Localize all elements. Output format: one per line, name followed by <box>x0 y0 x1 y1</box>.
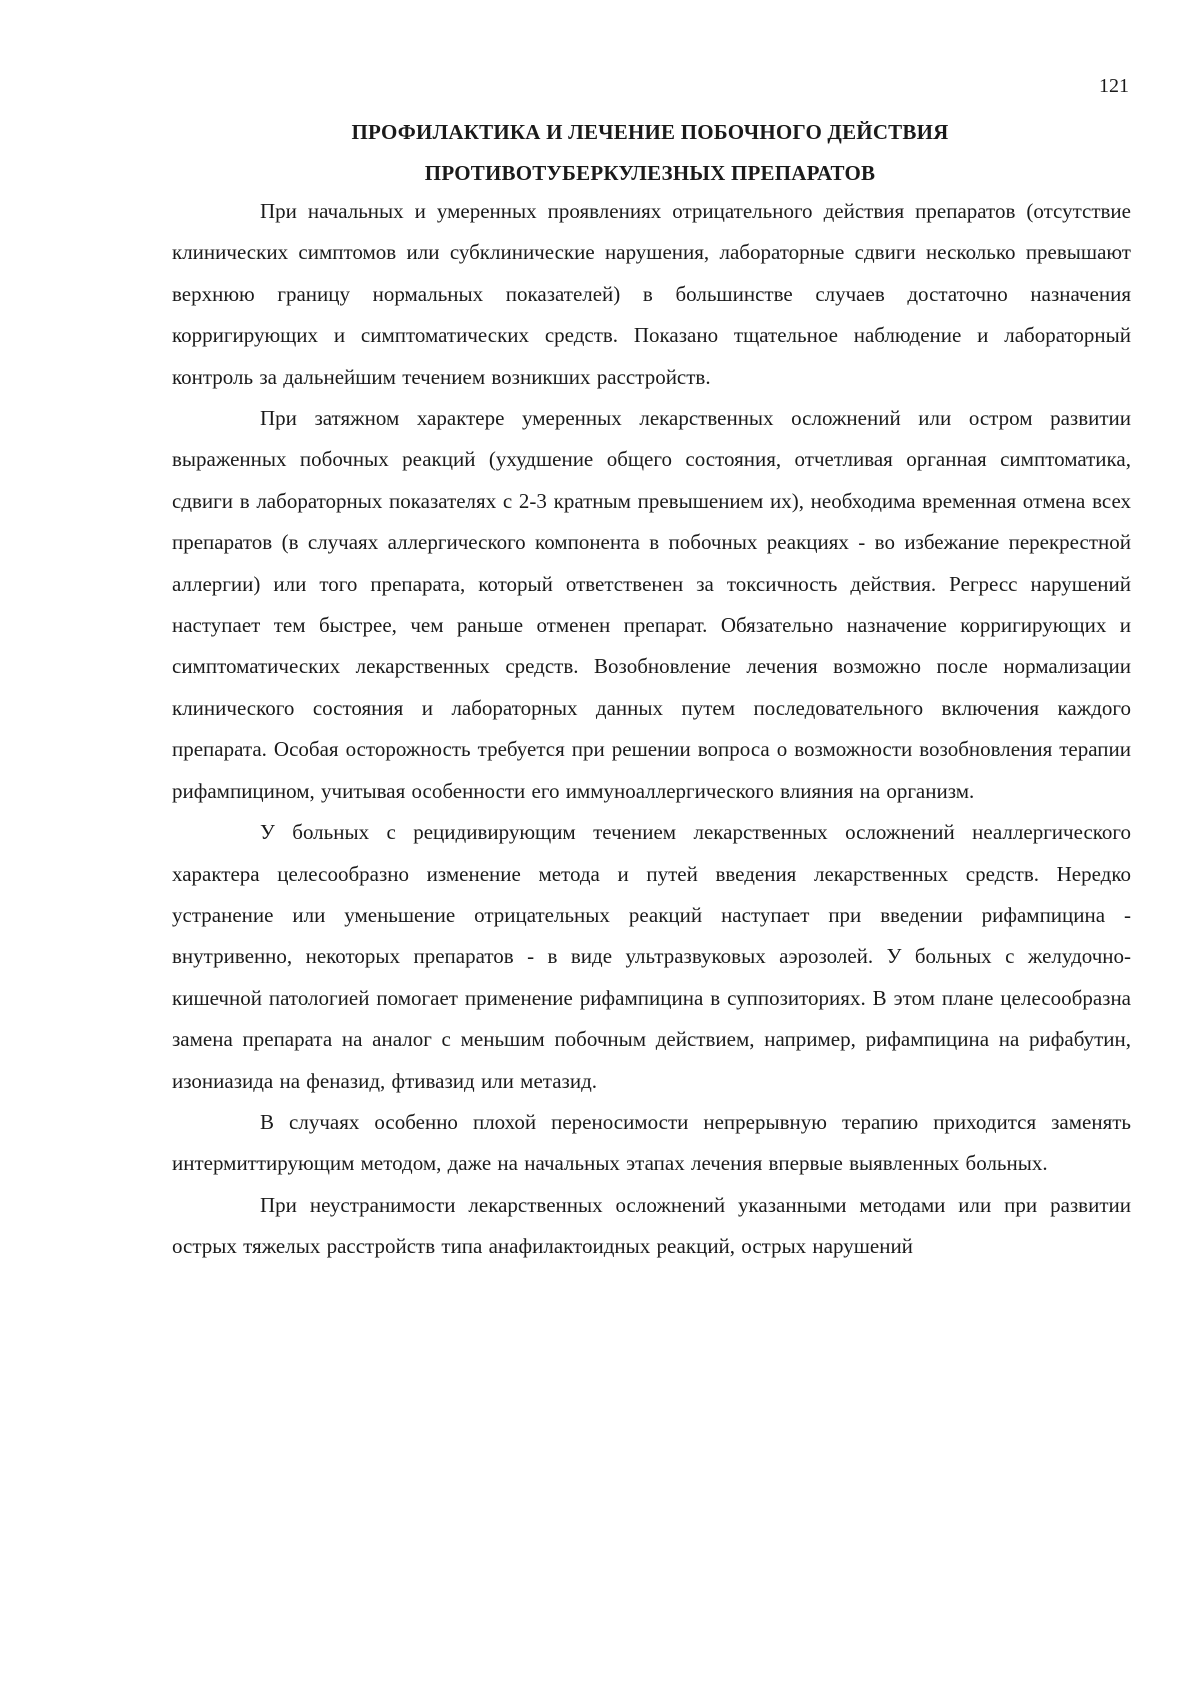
paragraph: В случаях особенно плохой переносимости непрерывную терапию приходится заменять интермиттирующим методом, даже на начальных этапах лечения впервые выявленных больных. <box>172 1109 1131 1176</box>
paragraph: При неустранимости лекарственных осложнений указанными методами или при развитии острых тяжелых расстройств типа анафилактоидных реакций, острых нарушений <box>172 1192 1131 1259</box>
body-text <box>172 191 1131 1268</box>
page-number: 121 <box>1099 75 1129 97</box>
title-line-2: ПРОТИВОТУБЕРКУЛЕЗНЫХ ПРЕПАРАТОВ <box>424 161 876 185</box>
paragraph: У больных с рецидивирующим течением лекарственных осложнений неаллергического характера целесообразно изменение метода и путей введения лекарственных средств. Нередко устранение или уменьшение отрицательных реакций наступает при введении рифампицина - внутривенно, некоторых препаратов - в виде ультразвуковых аэрозолей. У больных с желудочно-кишечной патологией помогает применение рифампицина в суппозиториях. В этом плане целесообразна замена препарата на аналог с меньшим побочным действием, например, рифампицина на рифабутин, изониазида на феназид, фтивазид или метазид. <box>172 820 1131 1093</box>
paragraph: При затяжном характере умеренных лекарственных осложнений или остром развитии выраженных побочных реакций (ухудшение общего состояния, отчетливая органная симптоматика, сдвиги в лабораторных показателях с 2-3 кратным превышением их), необходима временная отмена всех препаратов (в случаях аллергического компонента в побочных реакциях - во избежание перекрестной аллергии) или того препарата, который ответственен за токсичность действия. Регресс нарушений наступает тем быстрее, чем раньше отменен препарат. Обязательно назначение корригирующих и симптоматических лекарственных средств. Возобновление лечения возможно после нормализации клинического состояния и лабораторных данных путем последовательного включения каждого препарата. Особая осторожность требуется при решении вопроса о возможности возобновления терапии рифампицином, учитывая особенности его иммуноаллергического влияния на организм. <box>172 406 1131 803</box>
title-line-1: ПРОФИЛАКТИКА И ЛЕЧЕНИЕ ПОБОЧНОГО ДЕЙСТВИЯ <box>351 120 949 144</box>
paragraph: При начальных и умеренных проявлениях отрицательного действия препаратов (отсутствие клинических симптомов или субклинические нарушения, лабораторные сдвиги несколько превышают верхнюю границу нормальных показателей) в большинстве случаев достаточно назначения корригирующих и симптоматических средств. Показано тщательное наблюдение и лабораторный контроль за дальнейшим течением возникших расстройств. <box>172 199 1131 389</box>
page-title <box>172 112 1128 194</box>
